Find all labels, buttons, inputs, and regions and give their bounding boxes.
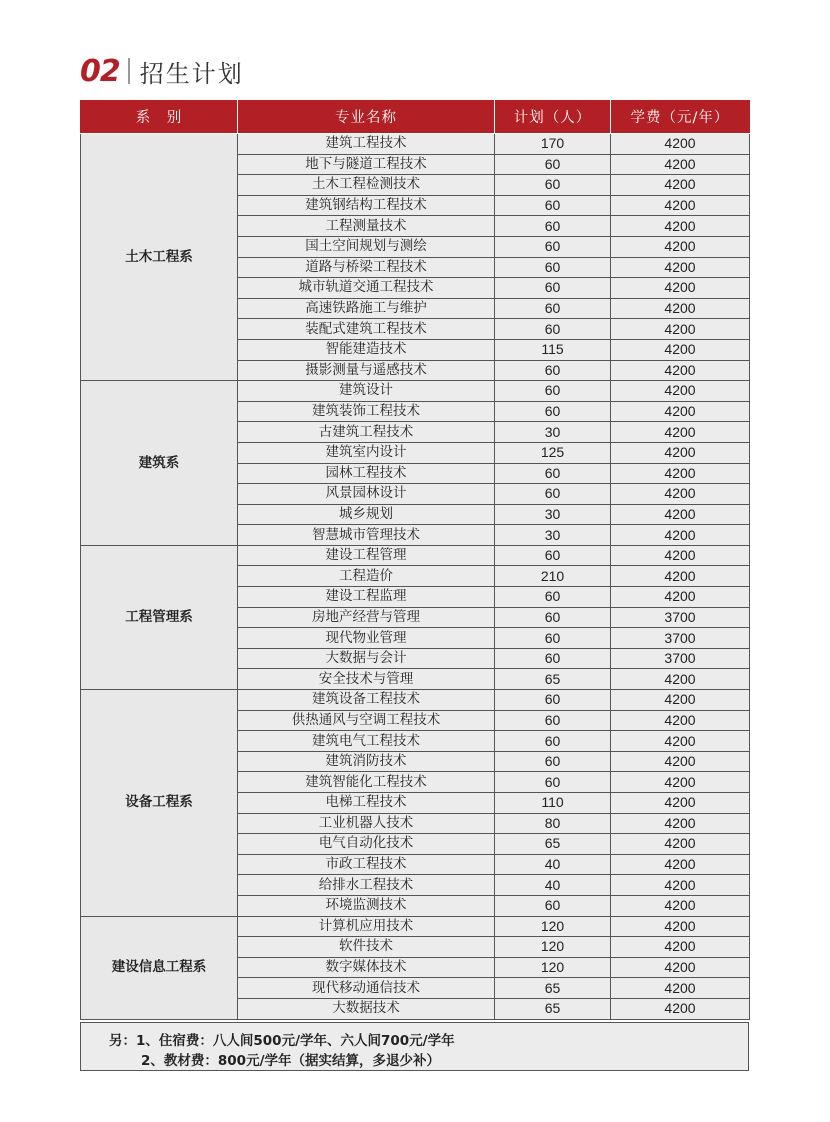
quota-cell: 60: [495, 751, 611, 772]
tuition-cell: 3700: [611, 648, 750, 669]
tuition-cell: 4200: [611, 278, 750, 299]
tuition-cell: 4200: [611, 134, 750, 155]
quota-cell: 60: [495, 401, 611, 422]
quota-cell: 60: [495, 587, 611, 608]
header-department: 系 别: [81, 100, 238, 134]
major-name-cell: 城乡规划: [238, 504, 495, 525]
major-name-cell: 智能建造技术: [238, 339, 495, 360]
tuition-cell: 4200: [611, 381, 750, 402]
tuition-cell: 4200: [611, 937, 750, 958]
major-name-cell: 工业机器人技术: [238, 813, 495, 834]
quota-cell: 65: [495, 978, 611, 999]
quota-cell: 60: [495, 607, 611, 628]
department-cell: 土木工程系: [81, 134, 238, 381]
quota-cell: 65: [495, 669, 611, 690]
major-name-cell: 道路与桥梁工程技术: [238, 257, 495, 278]
tuition-cell: 4200: [611, 957, 750, 978]
major-name-cell: 建筑智能化工程技术: [238, 772, 495, 793]
quota-cell: 60: [495, 463, 611, 484]
note-accommodation: 另：1、住宿费：八人间500元/学年、六人间700元/学年: [109, 1033, 455, 1049]
major-name-cell: 给排水工程技术: [238, 875, 495, 896]
quota-cell: 60: [495, 628, 611, 649]
major-name-cell: 建筑设计: [238, 381, 495, 402]
department-cell: 工程管理系: [81, 545, 238, 689]
tuition-cell: 4200: [611, 175, 750, 196]
tuition-cell: 4200: [611, 710, 750, 731]
major-name-cell: 摄影测量与遥感技术: [238, 360, 495, 381]
tuition-cell: 4200: [611, 998, 750, 1019]
quota-cell: 125: [495, 442, 611, 463]
quota-cell: 30: [495, 504, 611, 525]
quota-cell: 65: [495, 834, 611, 855]
tuition-cell: 4200: [611, 669, 750, 690]
tuition-cell: 4200: [611, 751, 750, 772]
major-name-cell: 装配式建筑工程技术: [238, 319, 495, 340]
major-name-cell: 国土空间规划与测绘: [238, 236, 495, 257]
quota-cell: 60: [495, 216, 611, 237]
tuition-cell: 4200: [611, 731, 750, 752]
tuition-cell: 4200: [611, 545, 750, 566]
major-name-cell: 数字媒体技术: [238, 957, 495, 978]
major-name-cell: 建筑装饰工程技术: [238, 401, 495, 422]
major-name-cell: 计算机应用技术: [238, 916, 495, 937]
department-cell: 建设信息工程系: [81, 916, 238, 1019]
quota-cell: 60: [495, 195, 611, 216]
quota-cell: 115: [495, 339, 611, 360]
note-textbook: 2、教材费：800元/学年（据实结算，多退少补）: [141, 1053, 441, 1069]
tuition-cell: 4200: [611, 854, 750, 875]
quota-cell: 65: [495, 998, 611, 1019]
table-row: [81, 134, 750, 155]
major-name-cell: 软件技术: [238, 937, 495, 958]
tuition-cell: 3700: [611, 628, 750, 649]
enrollment-plan-table: [80, 100, 750, 1020]
tuition-cell: 4200: [611, 504, 750, 525]
major-name-cell: 环境监测技术: [238, 895, 495, 916]
major-name-cell: 建筑室内设计: [238, 442, 495, 463]
tuition-cell: 4200: [611, 195, 750, 216]
major-name-cell: 大数据与会计: [238, 648, 495, 669]
major-name-cell: 建设工程监理: [238, 587, 495, 608]
tuition-cell: 3700: [611, 607, 750, 628]
quota-cell: 60: [495, 236, 611, 257]
major-name-cell: 地下与隧道工程技术: [238, 154, 495, 175]
tuition-cell: 4200: [611, 401, 750, 422]
tuition-cell: 4200: [611, 257, 750, 278]
quota-cell: 60: [495, 175, 611, 196]
header-tuition: 学费（元/年）: [611, 100, 750, 134]
tuition-cell: 4200: [611, 442, 750, 463]
quota-cell: 60: [495, 381, 611, 402]
major-name-cell: 建设工程管理: [238, 545, 495, 566]
major-name-cell: 现代物业管理: [238, 628, 495, 649]
tuition-cell: 4200: [611, 875, 750, 896]
tuition-cell: 4200: [611, 793, 750, 814]
tuition-cell: 4200: [611, 236, 750, 257]
tuition-cell: 4200: [611, 422, 750, 443]
major-name-cell: 土木工程检测技术: [238, 175, 495, 196]
major-name-cell: 工程造价: [238, 566, 495, 587]
major-name-cell: 大数据技术: [238, 998, 495, 1019]
major-name-cell: 城市轨道交通工程技术: [238, 278, 495, 299]
major-name-cell: 现代移动通信技术: [238, 978, 495, 999]
quota-cell: 210: [495, 566, 611, 587]
tuition-cell: 4200: [611, 484, 750, 505]
department-cell: 建筑系: [81, 381, 238, 546]
major-name-cell: 智慧城市管理技术: [238, 525, 495, 546]
quota-cell: 60: [495, 319, 611, 340]
heading-divider: [128, 58, 130, 84]
quota-cell: 120: [495, 916, 611, 937]
quota-cell: 60: [495, 298, 611, 319]
quota-cell: 60: [495, 278, 611, 299]
tuition-cell: 4200: [611, 566, 750, 587]
major-name-cell: 电梯工程技术: [238, 793, 495, 814]
table-row: [81, 916, 750, 937]
table-body: [81, 134, 750, 1020]
quota-cell: 60: [495, 731, 611, 752]
quota-cell: 40: [495, 875, 611, 896]
major-name-cell: 房地产经营与管理: [238, 607, 495, 628]
table-header-row: [81, 100, 750, 134]
tuition-cell: 4200: [611, 834, 750, 855]
section-title: 招生计划: [139, 59, 244, 88]
major-name-cell: 建筑电气工程技术: [238, 731, 495, 752]
tuition-cell: 4200: [611, 154, 750, 175]
department-cell: 设备工程系: [81, 690, 238, 917]
quota-cell: 60: [495, 648, 611, 669]
section-number: 02: [80, 53, 120, 89]
quota-cell: 60: [495, 484, 611, 505]
tuition-cell: 4200: [611, 690, 750, 711]
table-row: [81, 545, 750, 566]
quota-cell: 30: [495, 525, 611, 546]
quota-cell: 60: [495, 710, 611, 731]
tuition-cell: 4200: [611, 319, 750, 340]
quota-cell: 120: [495, 957, 611, 978]
quota-cell: 60: [495, 690, 611, 711]
tuition-cell: 4200: [611, 339, 750, 360]
major-name-cell: 工程测量技术: [238, 216, 495, 237]
major-name-cell: 建筑工程技术: [238, 134, 495, 155]
page-heading: [80, 52, 244, 90]
tuition-cell: 4200: [611, 978, 750, 999]
quota-cell: 60: [495, 545, 611, 566]
tuition-cell: 4200: [611, 463, 750, 484]
table-row: [81, 381, 750, 402]
quota-cell: 60: [495, 257, 611, 278]
quota-cell: 110: [495, 793, 611, 814]
header-major: 专业名称: [238, 100, 495, 134]
tuition-cell: 4200: [611, 895, 750, 916]
major-name-cell: 园林工程技术: [238, 463, 495, 484]
quota-cell: 60: [495, 360, 611, 381]
quota-cell: 30: [495, 422, 611, 443]
table-row: [81, 690, 750, 711]
quota-cell: 60: [495, 154, 611, 175]
major-name-cell: 古建筑工程技术: [238, 422, 495, 443]
major-name-cell: 电气自动化技术: [238, 834, 495, 855]
major-name-cell: 建筑钢结构工程技术: [238, 195, 495, 216]
tuition-cell: 4200: [611, 772, 750, 793]
quota-cell: 80: [495, 813, 611, 834]
tuition-cell: 4200: [611, 587, 750, 608]
major-name-cell: 高速铁路施工与维护: [238, 298, 495, 319]
tuition-cell: 4200: [611, 813, 750, 834]
quota-cell: 60: [495, 772, 611, 793]
tuition-cell: 4200: [611, 360, 750, 381]
quota-cell: 170: [495, 134, 611, 155]
notes-box: [80, 1022, 749, 1071]
tuition-cell: 4200: [611, 298, 750, 319]
major-name-cell: 建筑消防技术: [238, 751, 495, 772]
major-name-cell: 安全技术与管理: [238, 669, 495, 690]
major-name-cell: 风景园林设计: [238, 484, 495, 505]
major-name-cell: 市政工程技术: [238, 854, 495, 875]
quota-cell: 60: [495, 895, 611, 916]
tuition-cell: 4200: [611, 216, 750, 237]
quota-cell: 120: [495, 937, 611, 958]
header-quota: 计划（人）: [495, 100, 611, 134]
quota-cell: 40: [495, 854, 611, 875]
major-name-cell: 供热通风与空调工程技术: [238, 710, 495, 731]
major-name-cell: 建筑设备工程技术: [238, 690, 495, 711]
tuition-cell: 4200: [611, 525, 750, 546]
tuition-cell: 4200: [611, 916, 750, 937]
